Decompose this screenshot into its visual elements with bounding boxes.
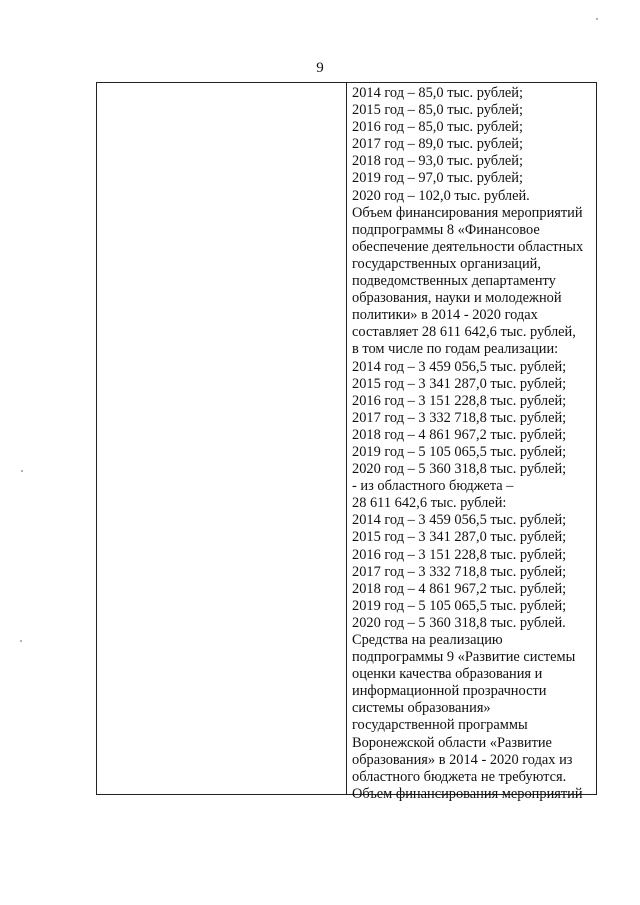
text-line: 2018 год – 4 861 967,2 тыс. рублей; (352, 580, 567, 597)
text-line: системы образования» (352, 700, 491, 717)
text-line: 2017 год – 89,0 тыс. рублей; (352, 136, 523, 153)
scan-speck (596, 18, 598, 20)
text-line: обеспечение деятельности областных (352, 238, 584, 255)
text-line: Объем финансирования мероприятий (352, 204, 583, 221)
text-line: подведомственных департаменту (352, 273, 556, 290)
text-line: 2019 год – 5 105 065,5 тыс. рублей; (352, 597, 567, 614)
text-line: подпрограммы 8 «Финансовое (352, 221, 540, 238)
text-line: 2017 год – 3 332 718,8 тыс. рублей; (352, 563, 567, 580)
page-number: 9 (316, 60, 324, 76)
text-line: в том числе по годам реализации: (352, 341, 559, 358)
text-line: 2018 год – 93,0 тыс. рублей; (352, 153, 523, 170)
text-line: - из областного бюджета – (352, 478, 514, 495)
text-line: 2016 год – 85,0 тыс. рублей; (352, 119, 523, 136)
text-line: информационной прозрачности (352, 683, 547, 700)
column-divider (346, 83, 347, 794)
text-line: 2016 год – 3 151 228,8 тыс. рублей; (352, 546, 567, 563)
text-line: 2014 год – 3 459 056,5 тыс. рублей; (352, 512, 567, 529)
text-line: 2020 год – 5 360 318,8 тыс. рублей; (352, 461, 567, 478)
text-line: 2015 год – 85,0 тыс. рублей; (352, 102, 523, 119)
text-line: 2016 год – 3 151 228,8 тыс. рублей; (352, 392, 567, 409)
text-line: образования» в 2014 - 2020 годах из (352, 751, 573, 768)
financing-text-column (352, 85, 596, 803)
text-line: Воронежской области «Развитие (352, 734, 552, 751)
text-line: 2018 год – 4 861 967,2 тыс. рублей; (352, 426, 567, 443)
scan-speck (21, 470, 23, 472)
text-line: 2014 год – 85,0 тыс. рублей; (352, 85, 523, 101)
program-table (96, 82, 597, 802)
text-line: 2019 год – 97,0 тыс. рублей; (352, 170, 523, 187)
text-line: 2014 год – 3 459 056,5 тыс. рублей; (352, 358, 567, 375)
text-line: областного бюджета не требуются. (352, 768, 567, 785)
text-line: государственных организаций, (352, 255, 541, 272)
text-line: 2020 год – 5 360 318,8 тыс. рублей. (352, 614, 566, 631)
text-line: политики» в 2014 - 2020 годах (352, 307, 538, 324)
text-line: составляет 28 611 642,6 тыс. рублей, (352, 324, 576, 341)
text-line: 2015 год – 3 341 287,0 тыс. рублей; (352, 529, 567, 546)
text-line: 2019 год – 5 105 065,5 тыс. рублей; (352, 443, 567, 460)
text-line: 28 611 642,6 тыс. рублей: (352, 495, 507, 512)
text-line: государственной программы (352, 717, 528, 734)
text-line: 2020 год – 102,0 тыс. рублей. (352, 187, 530, 204)
text-line: Средства на реализацию (352, 632, 503, 648)
text-line: 2017 год – 3 332 718,8 тыс. рублей; (352, 409, 567, 426)
text-line: образования, науки и молодежной (352, 290, 562, 307)
text-line: Объем финансирования мероприятий (352, 785, 583, 802)
text-line: 2015 год – 3 341 287,0 тыс. рублей; (352, 375, 567, 392)
scan-speck (20, 640, 22, 642)
text-line: подпрограммы 9 «Развитие системы (352, 649, 576, 666)
text-line: оценки качества образования и (352, 666, 543, 683)
